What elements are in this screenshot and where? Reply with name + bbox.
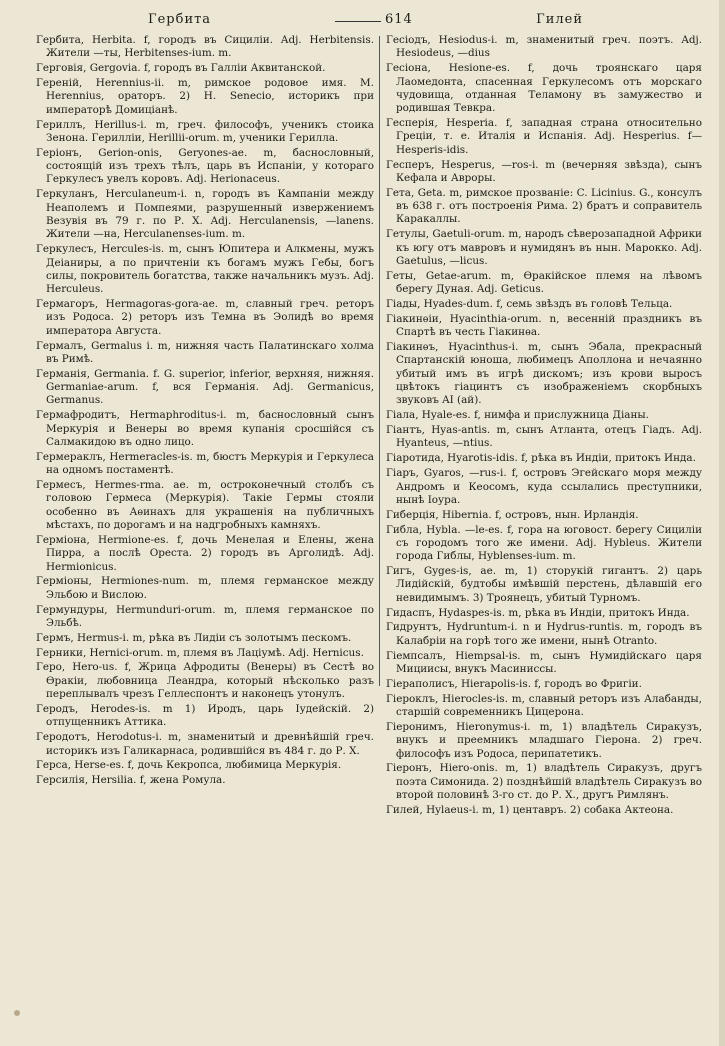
dictionary-entry: Герсилія, Hersilia. f, жена Ромула. xyxy=(36,774,226,787)
dictionary-entry: Гермъ, Hermus-i. m, рѣка въ Лидіи съ золотымъ пескомъ. xyxy=(36,631,352,644)
header-right-word: Гилей xyxy=(536,12,583,27)
dictionary-entry: Гіеронъ, Hiero-onis. m, 1) владѣтель Сиракузъ, другъ поэта Симонида. 2) позднѣйшій владѣтель Сиракузъ во второй половинѣ 3-го ст. до Р. Х., другъ Римлянъ. xyxy=(386,762,702,802)
dictionary-entry: Гериллъ, Herillus-i. m, греч. философъ, ученикъ стоика Зенона. Герилліи, Herillii-orum. m, ученики Герилла. xyxy=(36,118,374,144)
dictionary-entry: Геро, Hero-us. f, Жрица Афродиты (Венеры) въ Сестѣ во Ѳракіи, любовница Леандра, который нѣсколько разъ переплывалъ чрезъ Геллеспонтъ и наконецъ утонулъ. xyxy=(36,661,374,701)
dictionary-entry: Геркуланъ, Herculaneum-i. n, городъ въ Кампаніи между Неаполемъ и Помпеями, разрушенный извержениемъ Везувія въ 79 г. по Р. Х. Adj. Herculanensis, —lanens. Жители —на, Herculanenses-ium. m. xyxy=(36,188,374,241)
dictionary-entry: Гіады, Hyades-dum. f, семь звѣздъ въ головѣ Тельца. xyxy=(386,298,673,311)
dictionary-entry: Гермераклъ, Hermeracles-is. m, бюстъ Меркурія и Геркулеса на одномъ постаментѣ. xyxy=(36,450,374,477)
page-number: 614 xyxy=(385,12,413,27)
page-edge xyxy=(719,0,725,1046)
dictionary-entry: Гіераполисъ, Hierapolis-is. f, городъ во Фригіи. xyxy=(386,677,642,690)
dictionary-entry: Гесперія, Hesperia. f, западная страна относительно Греціи, т. е. Италія и Испанія. Adj. Hesperius. f—Hesperis-idis. xyxy=(386,117,702,156)
dictionary-entry: Геродотъ, Herodotus-i. m, знаменитый и древнѣйшій греч. историкъ изъ Галикарнаса, родившійся въ 484 г. до Р. Х. xyxy=(36,731,374,757)
dictionary-entry: Герса, Herse-es. f, дочь Кекропса, любимица Меркурія. xyxy=(36,759,342,772)
dictionary-entry: Геркулесъ, Hercules-is. m, сынъ Юпитера и Алкмены, мужъ Деіаниры, а по причтеніи къ богамъ мужъ Гебы, богъ силы, покровитель богатства, также начальникъ музъ. Adj. Herculeus. xyxy=(36,243,374,296)
header-left-word: Гербита xyxy=(148,12,212,27)
dictionary-entry: Гіемпсалъ, Hiempsal-is. m, сынъ Нумидійскаго царя Мициисы, внукъ Масиниссы. xyxy=(386,649,702,675)
left-column xyxy=(36,34,374,789)
dictionary-entry: Геріонъ, Gerion-onis, Geryones-ae. m, баснословный, состоящій изъ трехъ тѣлъ, царь въ Испаніи, у котораго Геркулесъ увелъ коровъ. Adj. Herionaceus. xyxy=(36,146,374,186)
dictionary-entry: Гермундуры, Hermunduri-orum. m, племя германское по Эльбѣ. xyxy=(36,603,374,629)
right-column xyxy=(386,34,702,819)
dictionary-entry: Гидаспъ, Hydaspes-is. m, рѣка въ Индіи, притокъ Инда. xyxy=(386,606,690,619)
ink-blot xyxy=(14,1010,20,1016)
dictionary-entry: Гермесъ, Hermes-rma. ae. m, остроконечный столбъ съ головою Гермеса (Меркурія). Такіе Гермы стояли особенно въ Аѳинахъ для украшенія на публичныхъ мѣстахъ, по дорогамъ и на надгробныхъ камняхъ. xyxy=(36,479,374,532)
dictionary-entry: Герговія, Gergovia. f, городъ въ Галліи Аквитанской. xyxy=(36,62,326,75)
dictionary-entry: Гесіона, Hesione-es. f, дочь троянскаго царя Лаомедонта, спасенная Геркулесомъ отъ морскаго чудовища, отданная Теламону въ замужество и родившая Тевкра. xyxy=(386,62,702,115)
dictionary-entry: Гіакинѳъ, Hyacinthus-i. m, сынъ Эбала, прекрасный Спартанскій юноша, любимецъ Аполлона и нечаянно убитый имъ въ игрѣ дискомъ; изъ крови выросъ цвѣтокъ гіацинтъ съ изображеніемъ скорбныхъ звуковъ AI (ай). xyxy=(386,341,702,407)
dictionary-entry: Гесіодъ, Hesiodus-i. m, знаменитый греч. поэтъ. Adj. Hesiodeus, —dius xyxy=(386,34,702,60)
dictionary-entry: Гермагоръ, Hermagoras-gora-ae. m, славный греч. реторъ изъ Родоса. 2) реторъ изъ Темна въ Эолидѣ во время императора Августа. xyxy=(36,298,374,337)
page-header xyxy=(40,8,703,30)
dictionary-entry: Гигъ, Gyges-is, ae. m, 1) сторукій гигантъ. 2) царь Лидійскій, будтобы имѣвшій перстень, дѣлавшій его невидимымъ. 3) Троянецъ, убитый Турномъ. xyxy=(386,565,702,604)
dictionary-entry: Гидрунтъ, Hydruntum-i. n и Hydrus-runtis. m, городъ въ Калабріи на горѣ того же имени, нынѣ Otranto. xyxy=(386,621,702,647)
dictionary-entry: Геты, Getae-arum. m, Ѳракійское племя на лѣвомъ берегу Дуная. Adj. Geticus. xyxy=(386,269,702,296)
dictionary-entry: Гіероклъ, Hierocles-is. m, славный реторъ изъ Алабанды, старшій современникъ Цицерона. xyxy=(386,692,702,718)
dictionary-entry: Гета, Geta. m, римское прозваніе: C. Licinius. G., консулъ въ 638 г. отъ построенія Рима. 2) братъ и соправитель Каракаллы. xyxy=(386,186,702,226)
dictionary-entry: Герміона, Hermione-es. f, дочь Менелая и Елены, жена Пирра, а послѣ Ореста. 2) городъ въ Арголидѣ. Adj. Hermionicus. xyxy=(36,533,374,573)
dictionary-entry: Гіаротида, Hyarotis-idis. f, рѣка въ Индіи, притокъ Инда. xyxy=(386,452,696,465)
dictionary-entry: Гіаръ, Gyaros, —rus-i. f, островъ Эгейскаго моря между Андромъ и Кеосомъ, куда ссылались преступники, нынѣ Іоура. xyxy=(386,467,702,506)
dictionary-entry: Гермалъ, Germalus i. m, нижняя часть Палатинскаго холма въ Римѣ. xyxy=(36,339,374,365)
dictionary-entry: Гіакинѳіи, Hyacinthia-orum. n, весенній праздникъ въ Спартѣ въ честь Гіакинѳа. xyxy=(386,312,702,339)
dictionary-entry: Гіала, Hyale-es. f, нимфа и прислужница Діаны. xyxy=(386,409,649,422)
dictionary-entry: Гермафродитъ, Hermaphroditus-i. m, баснословный сынъ Меркурія и Венеры во время купанія сросшійся съ Салмакидою въ одно лицо. xyxy=(36,409,374,448)
dictionary-entry: Гербита, Herbita. f, городъ въ Сициліи. Adj. Herbitensis. Жители —ты, Herbitenses-ium. m. xyxy=(36,34,374,60)
dictionary-entry: Герміоны, Hermiones-num. m, племя германское между Эльбою и Вислою. xyxy=(36,575,374,601)
dictionary-entry: Гіантъ, Hyas-antis. m, сынъ Атланта, отецъ Гіадъ. Adj. Hyanteus, —ntius. xyxy=(386,424,702,450)
column-divider xyxy=(379,36,380,686)
dictionary-entry: Гетулы, Gaetuli-orum. m, народъ сѣверозападной Африки къ югу отъ мавровъ и нумидянъ въ нын. Марокко. Adj. Gaetulus, —licus. xyxy=(386,228,702,267)
dictionary-entry: Гиберція, Hibernia. f, островъ, нын. Ирландія. xyxy=(386,508,639,521)
header-rule xyxy=(335,21,381,22)
dictionary-entry: Гереній, Herennius-ii. m, римское родовое имя. M. Herennius, ораторъ. 2) H. Senecio, историкъ при императорѣ Домиціанѣ. xyxy=(36,77,374,116)
dictionary-entry: Гибла, Hybla. —le-es. f, гора на юговост. берегу Сициліи съ городомъ того же имени. Adj. Hybleus. Жители города Гиблы, Hyblenses-ium. m. xyxy=(386,523,702,563)
dictionary-entry: Герники, Hernici-orum. m, племя въ Лаціумѣ. Adj. Hernicus. xyxy=(36,646,364,659)
dictionary-entry: Гилей, Hylaeus-i. m, 1) центавръ. 2) собака Актеона. xyxy=(386,803,674,816)
dictionary-entry: Гесперъ, Hesperus, —ros-i. m (вечерняя звѣзда), сынъ Кефала и Авроры. xyxy=(386,158,702,184)
dictionary-entry: Гіеронимъ, Hieronymus-i. m, 1) владѣтель Сиракузъ, внукъ и преемникъ младшаго Гіерона. 2) греч. философъ изъ Родоса, перипатетикъ. xyxy=(386,720,702,760)
dictionary-entry: Геродъ, Herodes-is. m 1) Иродъ, царь Іудейскій. 2) отпущенникъ Аттика. xyxy=(36,703,374,729)
dictionary-entry: Германія, Germania. f. G. superior, inferior, верхняя, нижняя. Germaniae-arum. f, вся Германія. Adj. Germanicus, Germanus. xyxy=(36,367,374,407)
